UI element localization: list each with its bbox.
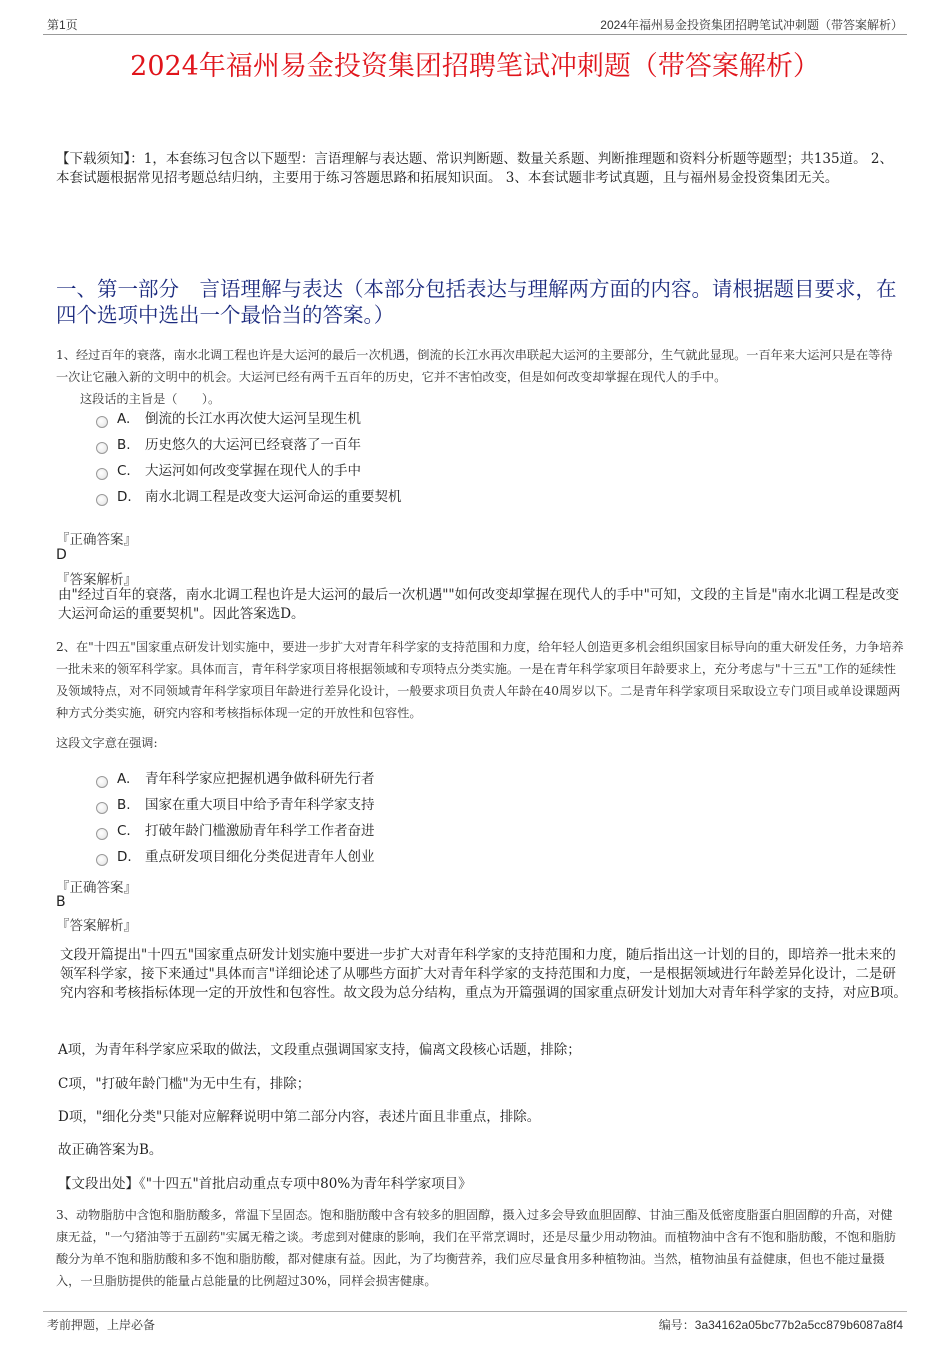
option-a[interactable] <box>96 406 402 432</box>
question-3-stem: 3、动物脂肪中含饱和脂肪酸多，常温下呈固态。饱和脂肪酸中含有较多的胆固醇，摄入过多会导致血胆固醇、甘油三酯及低密度脂蛋白胆固醇的升高，对健康无益，"一勺猪油等于五副药"实属无稽之谈。考虑到对健康的影响，我们在平常烹调时，还是尽量少用动物油。而植物油中含有不饱和脂肪酸，不饱和脂肪酸分为单不饱和脂肪酸和多不饱和脂肪酸，都对健康有益。因此，为了均衡营养，我们应尽量食用多种植物油。当然，植物油虽有益健康，但也不能过量摄入，一旦脂肪提供的能量占总能量的比例超过30%，同样会损害健康。 <box>56 1208 896 1288</box>
analysis-note-c: C项，"打破年龄门槛"为无中生有，排除； <box>58 1076 311 1092</box>
question-2-options <box>96 766 375 870</box>
option-letter: D. <box>117 489 132 505</box>
analysis-label: 『答案解析』 <box>56 572 137 588</box>
option-text: 重点研发项目细化分类促进青年人创业 <box>145 849 375 865</box>
analysis-note-a: A项，为青年科学家应采取的做法，文段重点强调国家支持，偏离文段核心话题，排除； <box>58 1042 581 1058</box>
question-stem-text: 1、经过百年的衰落，南水北调工程也许是大运河的最后一次机遇，倒流的长江水再次串联起大运河的主要部分，生气就此显现。一百年来大运河只是在等待一次让它融入新的文明中的机会。大运河已经有两千五百年的历史，它并不害怕改变，但是如何改变却掌握在现代人的手中。 <box>56 348 893 384</box>
question-prompt: 这段文字意在强调: <box>56 736 158 750</box>
question-prompt: 这段话的主旨是（ ）。 <box>80 392 221 406</box>
option-a[interactable] <box>96 766 375 792</box>
footer-slogan: 考前押题，上岸必备 <box>47 1318 156 1332</box>
footer-serial: 编号：3a34162a05bc77b2a5cc879b6087a8f4 <box>658 1318 903 1332</box>
radio-icon[interactable] <box>96 468 108 480</box>
page-header <box>43 14 907 35</box>
option-text: 倒流的长江水再次使大运河呈现生机 <box>145 411 361 427</box>
passage-source: 【文段出处】《"十四五"首批启动重点专项中80%为青年科学家项目》 <box>58 1176 472 1192</box>
analysis-conclusion: 故正确答案为B。 <box>58 1142 163 1158</box>
answer-label: 『正确答案』 <box>56 532 137 548</box>
header-doc-title: 2024年福州易金投资集团招聘笔试冲刺题（带答案解析） <box>600 18 903 32</box>
question-2-stem: 2、在"十四五"国家重点研发计划实施中，要进一步扩大对青年科学家的支持范围和力度，给年轻人创造更多机会组织国家目标导向的重大研发任务，力争培养一批未来的领军科学家。具体而言，青年科学家项目将根据领域和专项特点分类实施。一是在青年科学家项目年龄要求上，充分考虑与"十三五"工作的延续性及领域特点，对不同领域青年科学家项目年龄进行差异化设计，一般要求项目负责人年龄在40周岁以下。二是青年科学家项目采取设立专门项目或单设课题两种方式分类实施，研究内容和考核指标体现一定的开放性和包容性。 <box>56 640 904 720</box>
radio-icon[interactable] <box>96 416 108 428</box>
question-1-options <box>96 406 402 510</box>
section-heading: 一、第一部分 言语理解与表达（本部分包括表达与理解两方面的内容。请根据题目要求，在四个选项中选出一个最恰当的答案。） <box>56 277 897 327</box>
option-text: 大运河如何改变掌握在现代人的手中 <box>145 463 361 479</box>
option-letter: D. <box>117 849 132 865</box>
option-d[interactable] <box>96 484 402 510</box>
radio-icon[interactable] <box>96 494 108 506</box>
download-notice: 【下载须知】：1，本套练习包含以下题型：言语理解与表达题、常识判断题、数量关系题、判断推理题和资料分析题等题型；共135道。 2、本套试题根据常见招考题总结归纳，主要用于练习答题思路和拓展知识面。 3、本套试题非考试真题，且与福州易金投资集团无关。 <box>56 151 893 186</box>
option-text: 国家在重大项目中给予青年科学家支持 <box>145 797 375 813</box>
option-text: 历史悠久的大运河已经衰落了一百年 <box>145 437 361 453</box>
analysis-text: 由"经过百年的衰落，南水北调工程也许是大运河的最后一次机遇""如何改变却掌握在现代人的手中"可知，文段的主旨是"南水北调工程是改变大运河命运的重要契机"。因此答案选D。 <box>58 587 900 622</box>
option-text: 南水北调工程是改变大运河命运的重要契机 <box>145 489 402 505</box>
analysis-text: 文段开篇提出"十四五"国家重点研发计划实施中要进一步扩大对青年科学家的支持范围和力度，随后指出这一计划的目的，即培养一批未来的领军科学家，接下来通过"具体而言"详细论述了从哪些方面扩大对青年科学家的支持范围和力度，一是根据领域进行年龄差异化设计，二是研究内容和考核指标体现一定的开放性和包容性。故文段为总分结构，重点为开篇强调的国家重点研发计划加大对青年科学家的支持，对应B项。 <box>60 947 907 1001</box>
radio-icon[interactable] <box>96 802 108 814</box>
answer-value: D <box>56 547 67 563</box>
radio-icon[interactable] <box>96 828 108 840</box>
option-b[interactable] <box>96 432 402 458</box>
answer-value: B <box>56 894 66 910</box>
option-letter: A. <box>117 411 131 427</box>
option-d[interactable] <box>96 844 375 870</box>
analysis-note-d: D项，"细化分类"只能对应解释说明中第二部分内容，表述片面且非重点，排除。 <box>58 1109 541 1125</box>
analysis-label: 『答案解析』 <box>56 918 137 934</box>
radio-icon[interactable] <box>96 776 108 788</box>
option-text: 打破年龄门槛激励青年科学工作者奋进 <box>145 823 375 839</box>
radio-icon[interactable] <box>96 442 108 454</box>
radio-icon[interactable] <box>96 854 108 866</box>
page-number: 第1页 <box>47 18 78 32</box>
option-b[interactable] <box>96 792 375 818</box>
question-1-stem <box>56 344 904 410</box>
option-c[interactable] <box>96 818 375 844</box>
option-letter: A. <box>117 771 131 787</box>
option-letter: B. <box>117 797 131 813</box>
option-letter: C. <box>117 463 131 479</box>
option-letter: C. <box>117 823 131 839</box>
page-footer <box>43 1311 907 1334</box>
option-letter: B. <box>117 437 131 453</box>
option-text: 青年科学家应把握机遇争做科研先行者 <box>145 771 375 787</box>
option-c[interactable] <box>96 458 402 484</box>
answer-label: 『正确答案』 <box>56 880 137 896</box>
document-title: 2024年福州易金投资集团招聘笔试冲刺题（带答案解析） <box>130 51 820 82</box>
